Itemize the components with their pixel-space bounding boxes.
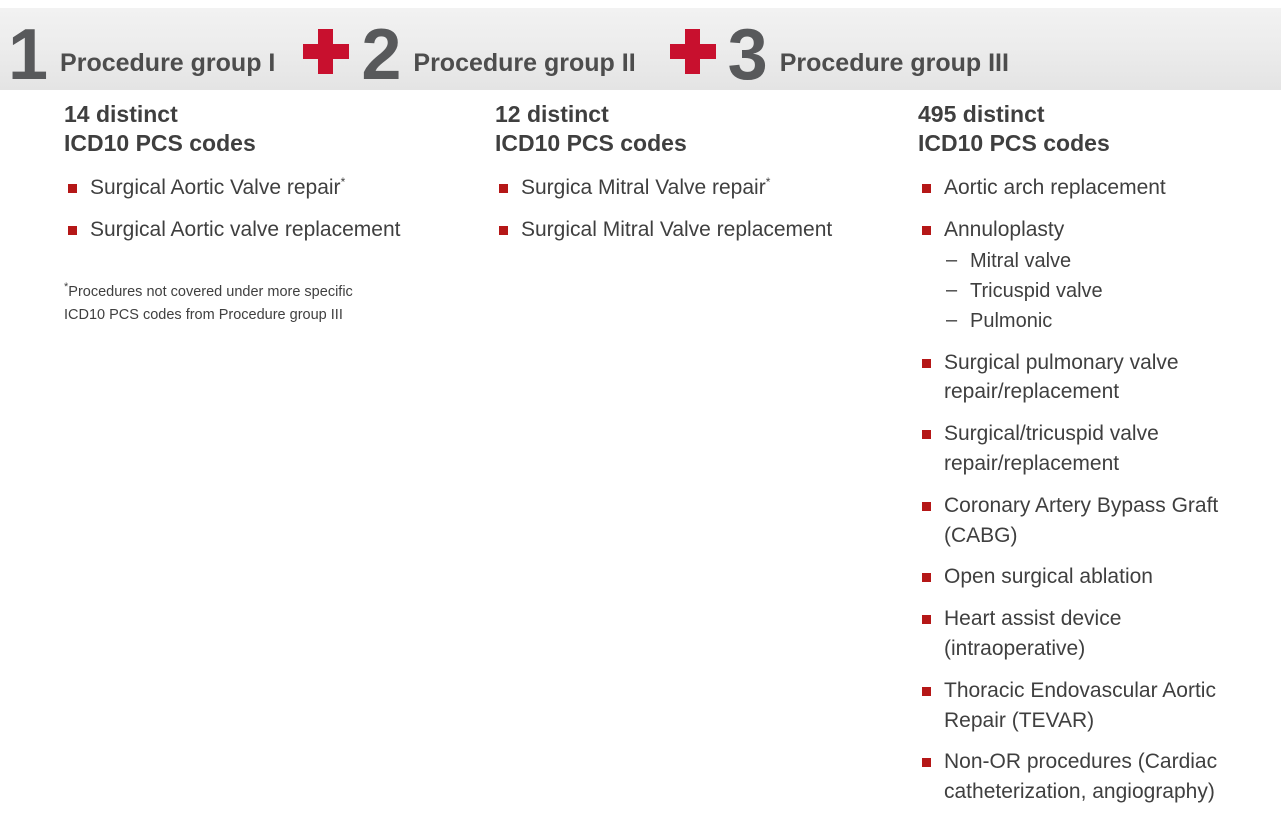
group-header-2 [361, 8, 636, 95]
list-item-label: Aortic arch replacement [944, 175, 1166, 199]
count-line-3b: ICD10 PCS codes [918, 130, 1110, 157]
list-item [918, 747, 1263, 807]
list-item [64, 215, 444, 245]
count-line-3a: 495 distinct [918, 101, 1045, 127]
list-item [918, 676, 1263, 736]
bullet-square-icon [922, 573, 931, 582]
bullet-square-icon [922, 615, 931, 624]
list-item-label: Surgica Mitral Valve repair [521, 175, 766, 199]
dash-icon: – [946, 278, 958, 301]
group-number-3: 3 [727, 14, 766, 95]
footnote-marker: * [765, 174, 771, 189]
sub-list-annuloplasty [944, 247, 1263, 336]
bullet-square-icon [922, 502, 931, 511]
list-item [918, 173, 1263, 203]
group-title-1: Procedure group I [60, 49, 276, 77]
list-item [918, 562, 1263, 592]
count-line-2b: ICD10 PCS codes [495, 130, 687, 157]
list-item [918, 604, 1263, 664]
sub-list-item-label: Pulmonic [970, 309, 1053, 332]
bullet-square-icon [922, 226, 931, 235]
bullet-square-icon [499, 184, 508, 193]
count-heading-3 [918, 100, 1263, 159]
list-item-label: Surgical Mitral Valve replacement [521, 217, 833, 241]
bullet-square-icon [68, 226, 77, 235]
list-item [64, 173, 444, 203]
sub-list-item-label: Tricuspid valve [970, 279, 1103, 302]
plus-icon-1 [297, 8, 355, 90]
list-item [918, 491, 1263, 551]
plus-icon-2 [664, 8, 722, 90]
group-header-3 [727, 8, 1009, 95]
list-item-label: Surgical Aortic Valve repair [90, 175, 341, 199]
list-item [495, 215, 855, 245]
bullet-square-icon [68, 184, 77, 193]
list-item-label: Surgical pulmonary valve repair/replacement [944, 350, 1179, 404]
list-item [918, 419, 1263, 479]
bullet-list-3 [918, 173, 1263, 807]
group-title-2: Procedure group II [413, 49, 636, 77]
bullet-square-icon [922, 184, 931, 193]
list-item-label: Non-OR procedures (Cardiac catheterization, angiography) [944, 750, 1218, 804]
bullet-square-icon [499, 226, 508, 235]
list-item-label: Surgical Aortic valve replacement [90, 217, 401, 241]
group-number-2: 2 [361, 14, 400, 95]
column-procedure-group-3 [918, 100, 1263, 819]
group-header-1 [8, 8, 276, 95]
bullet-list-1 [64, 173, 444, 245]
header-row [0, 8, 1281, 95]
footnote-star: * [64, 280, 69, 293]
sub-list-item-label: Mitral valve [970, 249, 1072, 272]
count-heading-1 [64, 100, 444, 159]
bullet-square-icon [922, 758, 931, 767]
bullet-square-icon [922, 359, 931, 368]
list-item-label: Coronary Artery Bypass Graft (CABG) [944, 493, 1219, 547]
count-line-2a: 12 distinct [495, 101, 609, 127]
count-line-1a: 14 distinct [64, 101, 178, 127]
group-number-1: 1 [8, 14, 47, 95]
list-item-label: Annuloplasty [944, 217, 1065, 241]
footnote-1 [64, 279, 364, 328]
list-item-label: Thoracic Endovascular Aortic Repair (TEVAR) [944, 678, 1216, 732]
list-item [918, 215, 1263, 336]
list-item-label: Open surgical ablation [944, 565, 1153, 589]
list-item-label: Heart assist device (intraoperative) [944, 607, 1122, 660]
sub-list-item [944, 307, 1263, 336]
count-heading-2 [495, 100, 855, 159]
dash-icon: – [946, 308, 958, 331]
group-title-3: Procedure group III [779, 49, 1009, 77]
list-item-label: Surgical/tricuspid valve repair/replacement [944, 422, 1159, 475]
sub-list-item [944, 277, 1263, 306]
list-item [918, 348, 1263, 408]
list-item [495, 173, 855, 203]
dash-icon: – [946, 248, 958, 271]
count-line-1b: ICD10 PCS codes [64, 130, 256, 157]
column-procedure-group-1 [64, 100, 444, 327]
footnote-marker: * [340, 174, 346, 189]
column-procedure-group-2 [495, 100, 855, 257]
footnote-text: Procedures not covered under more specific ICD10 PCS codes from Procedure group III [64, 283, 353, 323]
bullet-square-icon [922, 687, 931, 696]
sub-list-item [944, 247, 1263, 276]
bullet-square-icon [922, 430, 931, 439]
bullet-list-2 [495, 173, 855, 245]
